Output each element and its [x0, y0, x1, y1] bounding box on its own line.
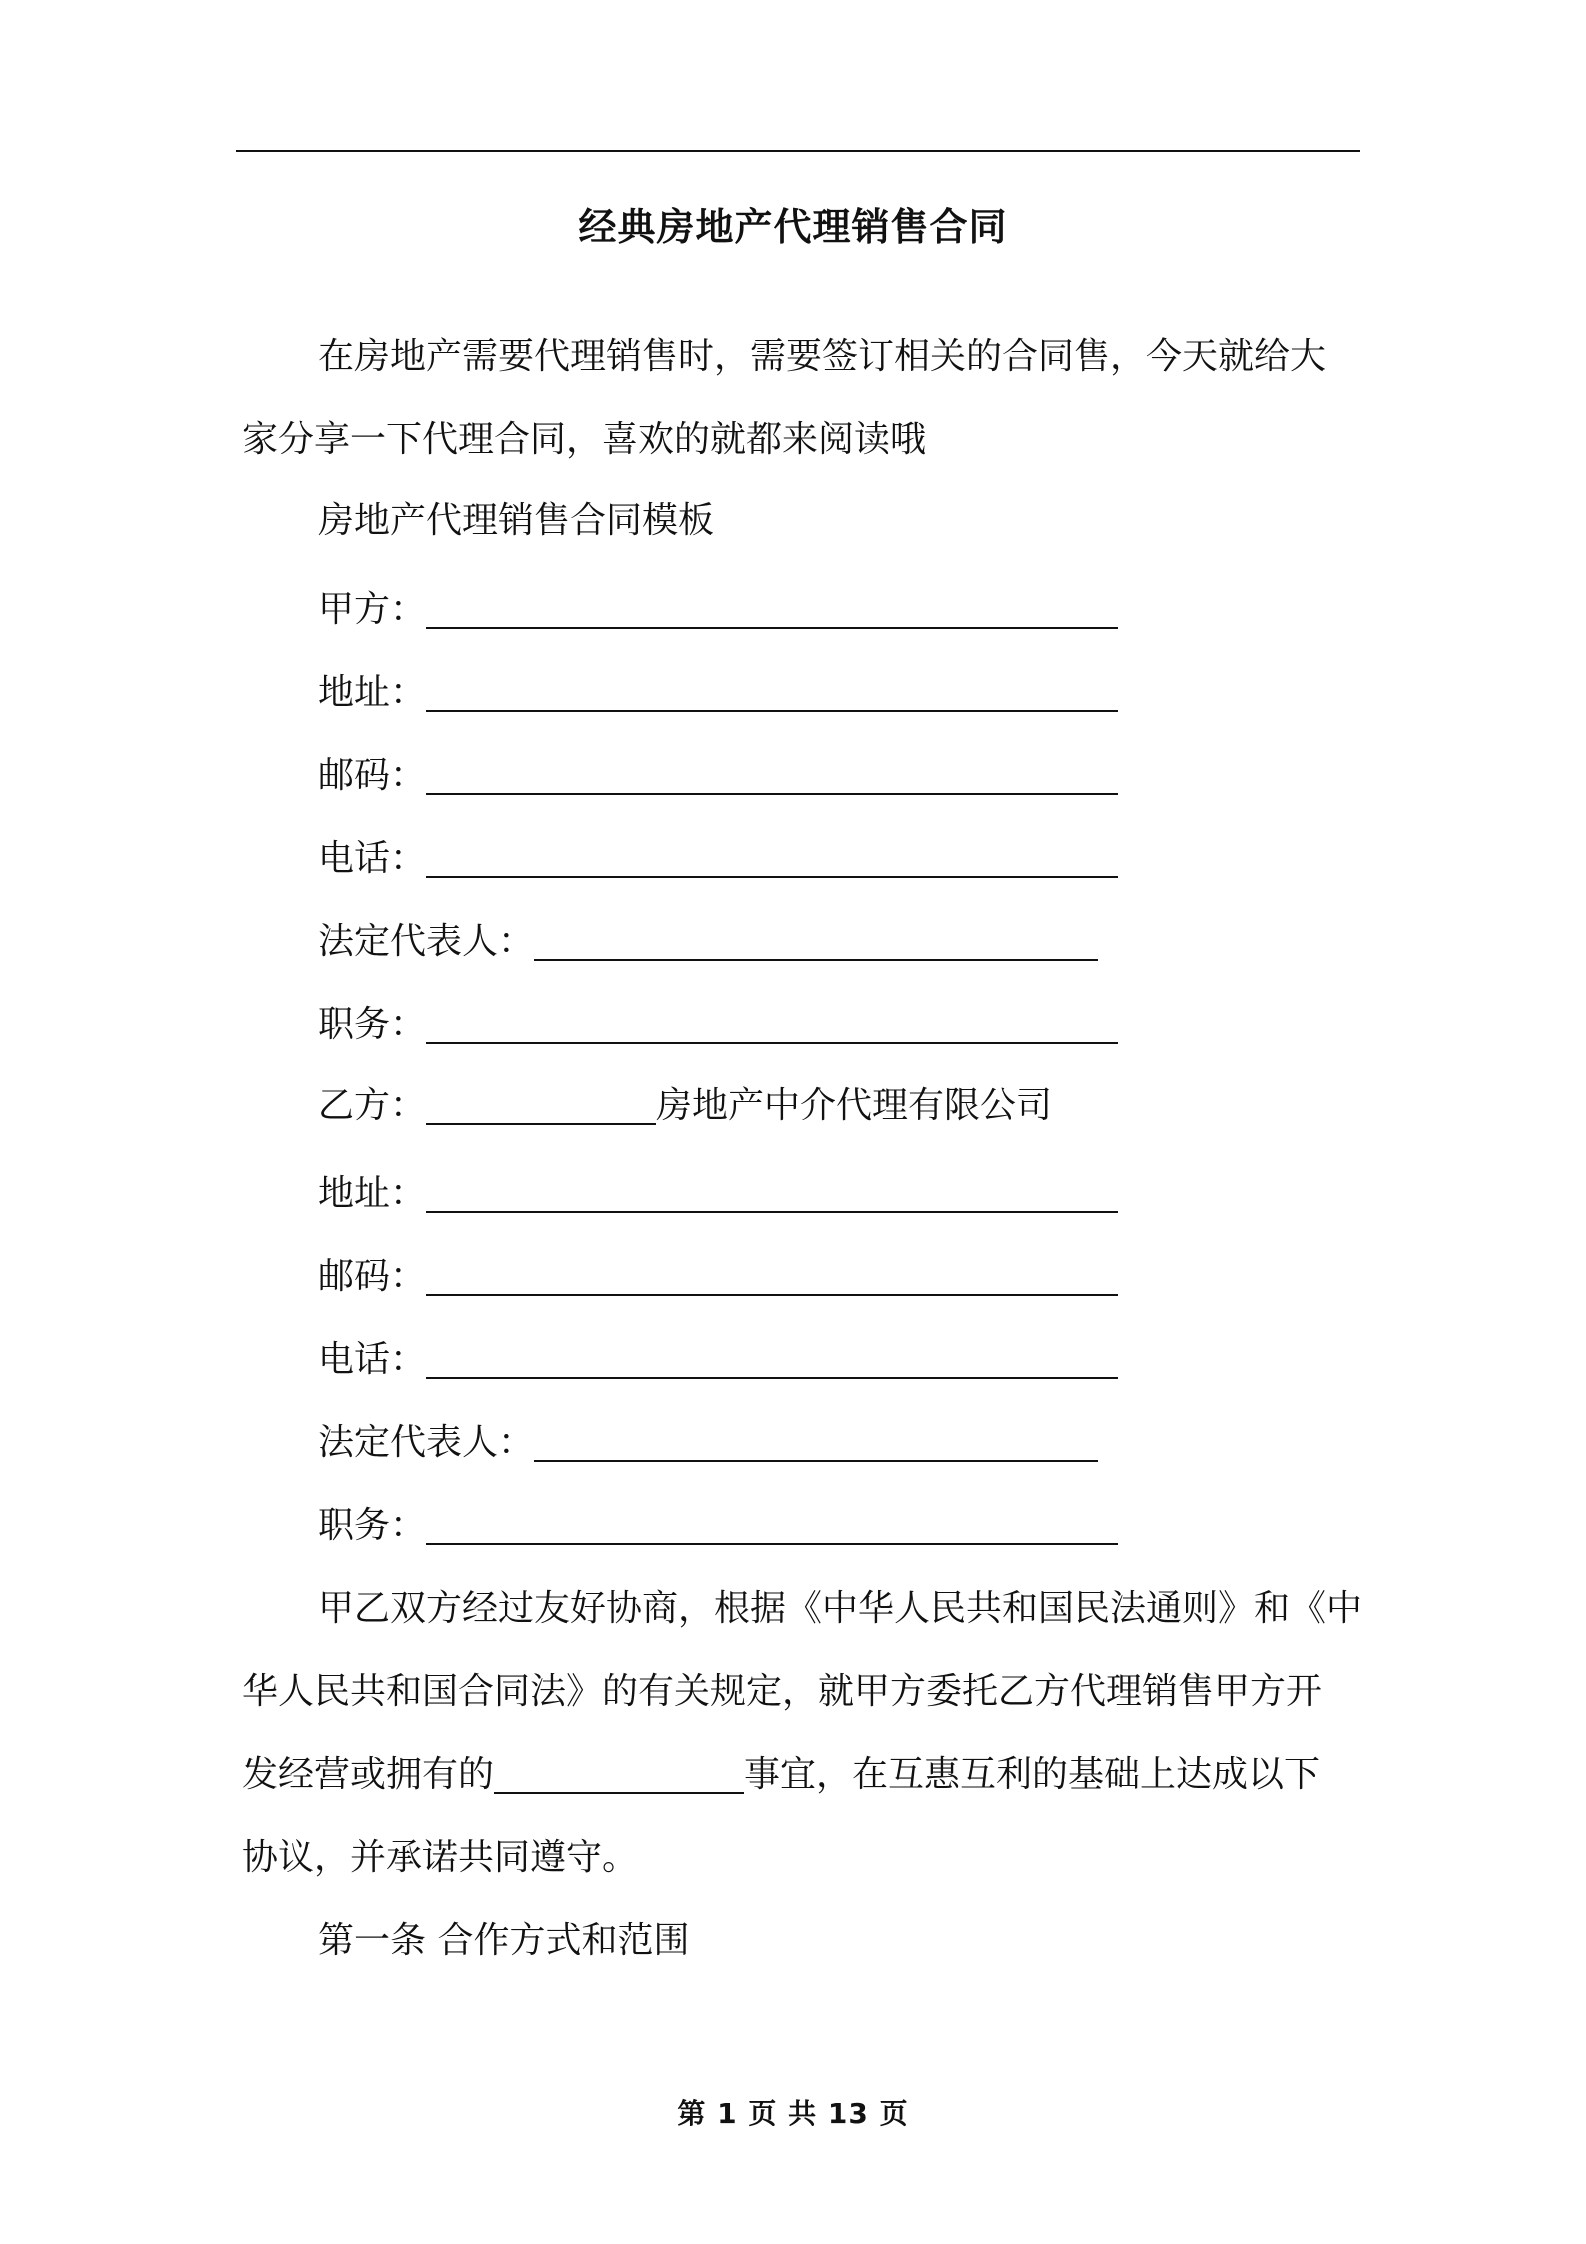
intro-line-2: 家分享一下代理合同，喜欢的就都来阅读哦 [242, 419, 927, 460]
party-a-postcode-blank [426, 757, 1118, 795]
party-b-postcode-blank [426, 1258, 1118, 1296]
party-a-postcode-label: 邮码： [318, 755, 427, 796]
party-a-name-label: 甲方： [318, 589, 427, 630]
party-a-phone-label: 电话： [318, 838, 427, 879]
page-indicator: 第 1 页 共 13 页 [677, 2097, 909, 2130]
party-a-address-blank [426, 674, 1118, 712]
party-b-legal-rep-row [318, 1413, 1098, 1473]
party-a-legal-rep-label: 法定代表人： [318, 921, 535, 962]
document-title: 经典房地产代理销售合同 [578, 205, 1008, 249]
party-a-position-blank [426, 1006, 1118, 1044]
party-a-phone-row [318, 829, 1118, 889]
party-b-name-row [318, 1076, 1052, 1136]
party-a-address-label: 地址： [318, 672, 427, 713]
party-b-phone-blank [426, 1341, 1118, 1379]
party-b-position-blank [426, 1507, 1118, 1545]
article-1-heading: 第一条 合作方式和范围 [318, 1920, 690, 1961]
party-b-name-blank [426, 1087, 656, 1125]
party-b-legal-rep-label: 法定代表人： [318, 1422, 535, 1463]
party-b-phone-label: 电话： [318, 1339, 427, 1380]
header-rule [236, 150, 1360, 152]
agreement-line-4: 协议，并承诺共同遵守。 [242, 1837, 639, 1878]
agreement-line-2: 华人民共和国合同法》的有关规定，就甲方委托乙方代理销售甲方开 [242, 1671, 1323, 1712]
party-b-address-label: 地址： [318, 1173, 427, 1214]
party-a-address-row [318, 663, 1118, 723]
party-b-postcode-label: 邮码： [318, 1256, 427, 1297]
party-a-postcode-row [318, 746, 1118, 806]
party-b-address-row [318, 1164, 1118, 1224]
project-name-blank [494, 1756, 744, 1794]
template-heading: 房地产代理销售合同模板 [318, 500, 715, 541]
party-b-address-blank [426, 1175, 1118, 1213]
party-a-legal-rep-row [318, 912, 1098, 972]
party-b-phone-row [318, 1330, 1118, 1390]
agreement-line-3-post: 事宜，在互惠互利的基础上达成以下 [744, 1754, 1321, 1795]
agreement-line-3 [242, 1745, 1320, 1805]
party-a-position-row [318, 995, 1118, 1055]
party-b-company-suffix: 房地产中介代理有限公司 [656, 1085, 1053, 1126]
party-b-postcode-row [318, 1247, 1118, 1307]
party-b-name-label: 乙方： [318, 1085, 427, 1126]
party-a-name-blank [426, 591, 1118, 629]
party-a-legal-rep-blank [534, 923, 1098, 961]
party-b-legal-rep-blank [534, 1424, 1098, 1462]
party-b-position-row [318, 1496, 1118, 1556]
intro-line-1: 在房地产需要代理销售时，需要签订相关的合同售，今天就给大 [318, 336, 1327, 377]
party-a-position-label: 职务： [318, 1004, 427, 1045]
party-a-name-row [318, 580, 1118, 640]
party-a-phone-blank [426, 840, 1118, 878]
agreement-line-3-pre: 发经营或拥有的 [242, 1754, 495, 1795]
agreement-line-1: 甲乙双方经过友好协商，根据《中华人民共和国民法通则》和《中 [318, 1588, 1363, 1629]
party-b-position-label: 职务： [318, 1505, 427, 1546]
